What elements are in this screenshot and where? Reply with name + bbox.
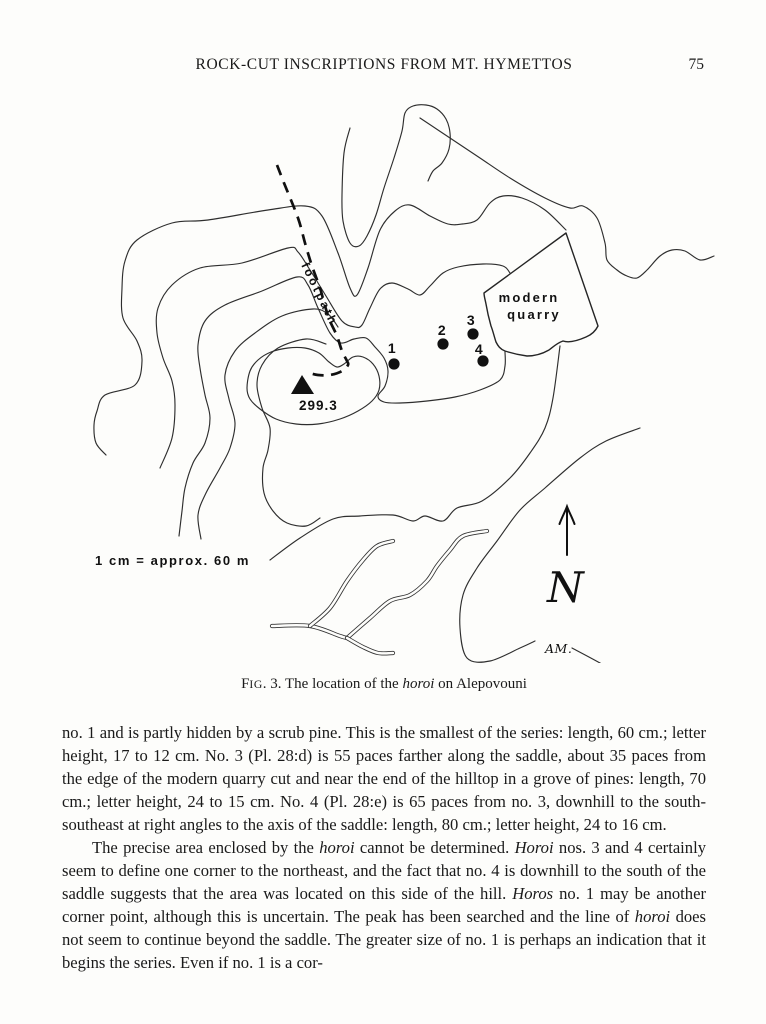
track-lines [272,531,487,653]
horos-point-4-label: 4 [474,341,484,357]
body-text [62,721,706,974]
footpath-label: footpath [298,260,342,329]
quarry-label-line2: quarry [507,307,561,322]
contour-line [270,346,560,560]
map-scale-label: 1 cm = approx. 60 m [95,553,251,568]
north-arrow [560,507,575,556]
paragraph-1: no. 1 and is partly hidden by a scrub pine. This is the smallest of the series: length, 60 cm.; letter height, 17 to 12 cm. No. 3 (Pl. 28:d) is 55 paces farther along the saddle, about 35 paces from the edge of the modern quarry cut and near the end of the hilltop in a grove of pines: length, 70 cm.; letter height, 24 to 15 cm. No. 4 (Pl. 28:e) is 65 paces from no. 3, downhill to the south-southeast at right angles to the axis of the saddle: length, 80 cm.; letter height, 24 to 16 cm. [62,723,706,834]
figure-caption: FIG. 3. The location of the horoi on Alepovouni [241,676,527,692]
contour-line [156,247,510,468]
cartographer-signature: AM. [545,641,573,656]
horos-point-3-marker [467,328,478,339]
topo-map-figure [58,103,718,663]
quarry-label-line1: modern [498,290,560,305]
contour-lines [94,105,714,663]
horos-point-4-marker [477,355,488,366]
peak-triangle-marker [291,375,314,394]
contour-line [460,428,640,662]
horos-point-2-label: 2 [437,322,447,338]
track-outline [310,541,393,626]
peak-elevation-label: 299.3 [299,398,338,413]
horos-point-3-label: 3 [466,312,476,328]
paragraph-2: The precise area enclosed by the horoi cannot be determined. Horoi nos. 3 and 4 certainly seem to define one corner to the northeast, and the fact that no. 4 is downhill to the south of the saddle suggests that the area was located on this side of the hill. Horos no. 1 may be another corner point, although this is uncertain. The peak has been searched and the line of horoi does not seem to continue beyond the saddle. The greater size of no. 1 is perhaps an indication that it begins the series. Even if no. 1 is a cor- [62,838,706,972]
horos-point-1-label: 1 [387,340,397,356]
page-number: 75 [688,56,704,73]
north-letter: N [547,563,584,612]
contour-line [257,339,326,526]
horos-point-2-marker [437,338,448,349]
running-head-title: ROCK-CUT INSCRIPTIONS FROM MT. HYMETTOS [195,56,573,73]
peak-contour-ring [247,347,380,424]
contour-line [572,648,645,663]
track-outline [347,531,487,638]
contour-line [342,105,450,247]
page-header [62,56,706,76]
contour-line [179,277,505,536]
horos-point-1-marker [388,358,399,369]
